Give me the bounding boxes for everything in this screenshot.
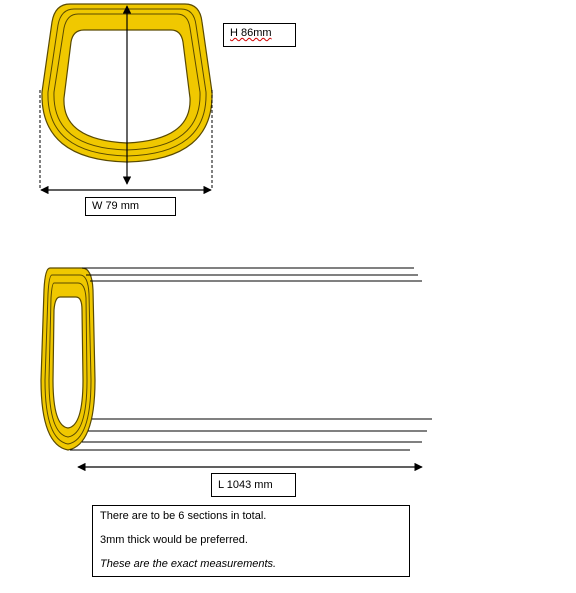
height-label-text: H 86mm [230,27,272,39]
note-exact: These are the exact measurements. [100,558,277,570]
side-view [41,268,432,450]
height-label [223,23,296,47]
side-ring-inner-edge [53,297,83,428]
width-label [85,197,176,216]
notes-box [92,505,410,577]
width-label-text: W 79 mm [92,200,140,212]
note-thickness: 3mm thick would be preferred. [100,534,248,546]
length-label-text: L 1043 mm [218,479,273,491]
length-label [211,473,296,497]
note-sections: There are to be 6 sections in total. [100,510,267,522]
